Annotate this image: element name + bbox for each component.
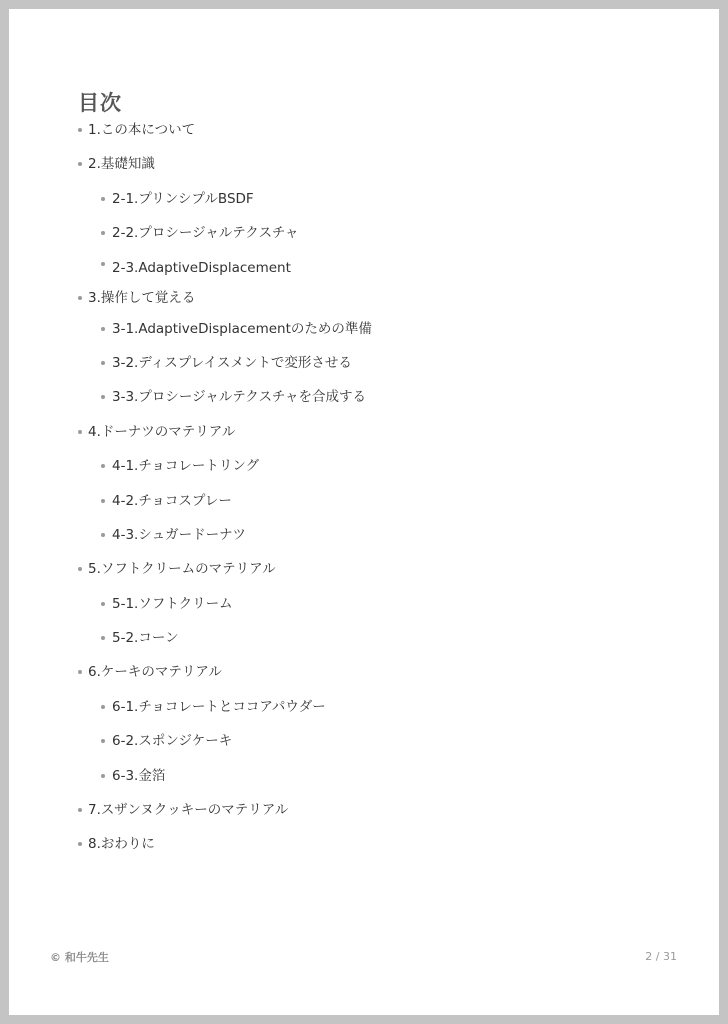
toc-subitem bbox=[78, 312, 678, 346]
bullet-icon bbox=[101, 395, 105, 399]
bullet-icon bbox=[101, 774, 105, 778]
bullet-icon bbox=[101, 361, 105, 365]
bullet-icon bbox=[78, 430, 82, 434]
document-page bbox=[9, 9, 719, 1015]
page-title: 目次 bbox=[78, 91, 122, 115]
bullet-icon bbox=[101, 327, 105, 331]
toc-subitem bbox=[78, 621, 678, 655]
bullet-icon bbox=[101, 533, 105, 537]
toc-item-label: 2-3.AdaptiveDisplacement bbox=[112, 259, 291, 276]
toc-subitem bbox=[78, 449, 678, 483]
toc-subitem bbox=[78, 759, 678, 793]
toc-subitem bbox=[78, 251, 678, 285]
toc-item-label: 4-3.シュガードーナツ bbox=[112, 526, 246, 543]
toc-item bbox=[78, 147, 678, 181]
bullet-icon bbox=[78, 842, 82, 846]
toc-item-label: 2.基礎知識 bbox=[88, 156, 155, 173]
bullet-icon bbox=[78, 162, 82, 166]
toc-item-label: 5-2.コーン bbox=[112, 630, 179, 647]
toc-item bbox=[78, 415, 678, 449]
copyright-footer: © 和牛先生 bbox=[50, 951, 109, 964]
toc-subitem bbox=[78, 518, 678, 552]
toc-item-label: 4.ドーナツのマテリアル bbox=[88, 423, 236, 440]
toc-subitem bbox=[78, 216, 678, 250]
bullet-icon bbox=[78, 296, 82, 300]
toc-item bbox=[78, 793, 678, 827]
toc-subitem bbox=[78, 690, 678, 724]
table-of-contents bbox=[78, 113, 678, 862]
toc-item bbox=[78, 827, 678, 861]
toc-item bbox=[78, 113, 678, 147]
bullet-icon bbox=[101, 636, 105, 640]
toc-subitem bbox=[78, 380, 678, 414]
toc-item bbox=[78, 552, 678, 586]
toc-item-label: 4-2.チョコスプレー bbox=[112, 492, 232, 509]
bullet-icon bbox=[101, 739, 105, 743]
toc-item-label: 3-2.ディスプレイスメントで変形させる bbox=[112, 354, 352, 371]
bullet-icon bbox=[101, 464, 105, 468]
bullet-icon bbox=[101, 705, 105, 709]
toc-subitem bbox=[78, 346, 678, 380]
toc-item bbox=[78, 285, 678, 312]
toc-item-label: 4-1.チョコレートリング bbox=[112, 458, 260, 475]
bullet-icon bbox=[101, 231, 105, 235]
toc-item-label: 3-1.AdaptiveDisplacementのための準備 bbox=[112, 320, 372, 337]
toc-item-label: 6-1.チョコレートとココアパウダー bbox=[112, 698, 326, 715]
toc-item-label: 5.ソフトクリームのマテリアル bbox=[88, 561, 276, 578]
toc-item-label: 8.おわりに bbox=[88, 836, 155, 853]
toc-subitem bbox=[78, 724, 678, 758]
toc-item-label: 1.この本について bbox=[88, 122, 196, 138]
bullet-icon bbox=[78, 808, 82, 812]
bullet-icon bbox=[101, 602, 105, 606]
toc-item bbox=[78, 655, 678, 689]
toc-subitem bbox=[78, 182, 678, 216]
toc-item-label: 3.操作して覚える bbox=[88, 289, 196, 306]
toc-item-label: 2-1.プリンシプルBSDF bbox=[112, 190, 254, 207]
toc-item-label: 7.スザンヌクッキーのマテリアル bbox=[88, 802, 289, 819]
toc-subitem bbox=[78, 484, 678, 518]
bullet-icon bbox=[78, 128, 82, 132]
bullet-icon bbox=[101, 262, 105, 266]
toc-subitem bbox=[78, 587, 678, 621]
toc-item-label: 6-2.スポンジケーキ bbox=[112, 733, 233, 750]
toc-item-label: 6.ケーキのマテリアル bbox=[88, 664, 222, 681]
toc-item-label: 2-2.プロシージャルテクスチャ bbox=[112, 225, 299, 242]
bullet-icon bbox=[101, 197, 105, 201]
toc-item-label: 5-1.ソフトクリーム bbox=[112, 595, 233, 612]
toc-item-label: 3-3.プロシージャルテクスチャを合成する bbox=[112, 389, 366, 406]
page-number: 2 / 31 bbox=[645, 950, 677, 963]
bullet-icon bbox=[101, 499, 105, 503]
bullet-icon bbox=[78, 567, 82, 571]
toc-item-label: 6-3.金箔 bbox=[112, 767, 166, 784]
bullet-icon bbox=[78, 670, 82, 674]
